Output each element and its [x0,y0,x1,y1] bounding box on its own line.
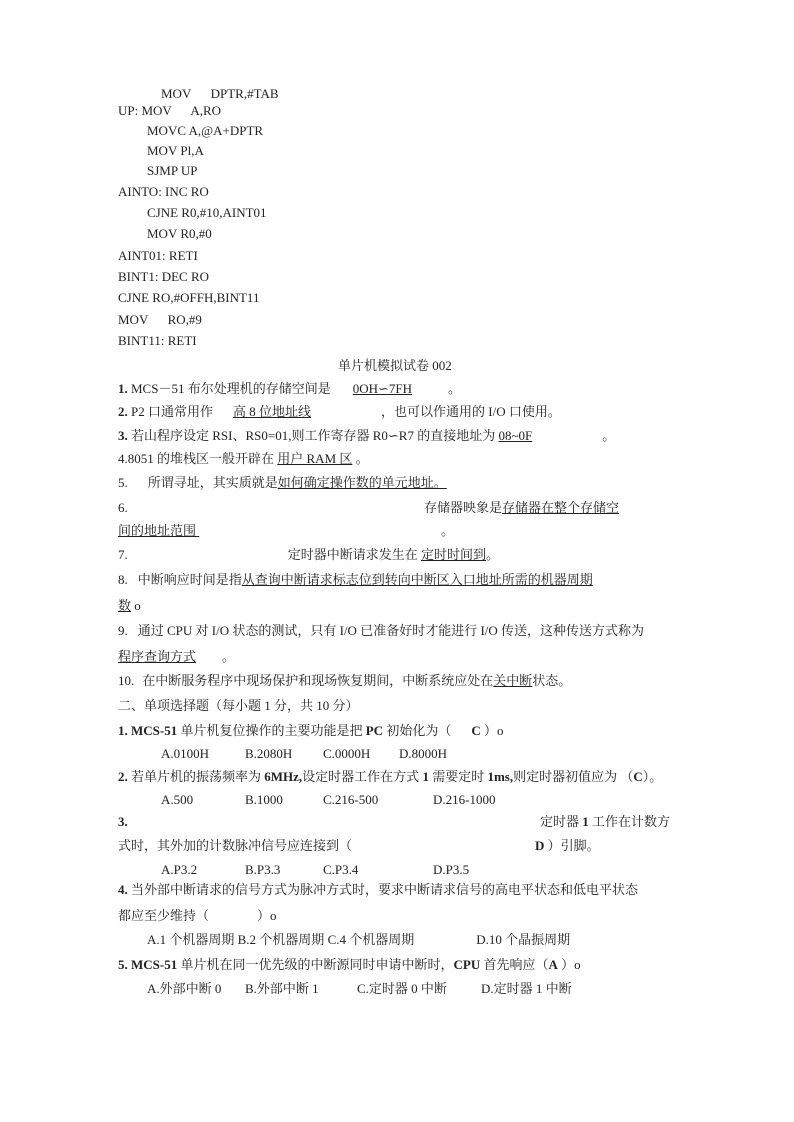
question-8: 8. 中断响应时间是指从查询中断请求标志位到转向中断区入口地址所需的机器周期 [118,572,593,587]
question-4: 4.8051 的堆栈区一般开辟在 用户 RAM 区 。 [118,451,369,466]
question-2: 2. P2 口通常用作 高 8 位地址线 ，也可以作通用的 I/O 口使用。 [118,404,561,419]
code-line: BINT11: RETI [118,333,197,348]
section-heading: 二、单项选择题（每小题 1 分，共 10 分） [118,698,359,713]
mc-question-2: 2. 若单片机的振荡频率为 6MHz,设定时器工作在方式 1 需要定时 1ms,则定时器初值应为 （C）。 [118,769,663,784]
code-line: MOV R0,#0 [147,226,212,241]
mc-options-5: A.外部中断 0 B.外部中断 1 C.定时器 0 中断 D.定时器 1 中断 [147,981,572,996]
mc-question-4-cont: 都应至少维持（ ）o [118,908,277,923]
code-line: MOV Pl,A [147,143,204,158]
code-line: MOVC A,@A+DPTR [147,123,264,138]
question-5: 5. 所谓寻址，其实质就是如何确定操作数的单元地址。 [118,475,447,490]
mc-question-3-number: 3. [118,814,128,829]
question-1: 1. MCS－51 布尔处理机的存储空间是 0OH∽7FH 。 [118,381,462,396]
code-line: CJNE RO,#OFFH,BINT11 [118,290,260,305]
mc-options-4: A.1 个机器周期 B.2 个机器周期 C.4 个机器周期 D.10 个晶振周期 [147,932,571,947]
code-line: UP: MOV A,RO [118,103,222,118]
question-9-cont: 程序查询方式 。 [118,649,236,664]
code-line: CJNE R0,#10,AINT01 [147,205,267,220]
question-3: 3. 若山程序设定 RSI、RS0=01,则工作寄存器 R0∽R7 的直接地址为 08~0F 。 [118,428,616,443]
question-6-text: 存储器映象是存储器在整个存储空 [424,500,620,515]
mc-question-4: 4. 当外部中断请求的信号方式为脉冲方式时，要求中断请求信号的高电平状态和低电平状态 [118,882,639,897]
mc-question-3: 定时器 1 工作在计数方 [540,814,671,829]
exam-title: 单片机模拟试卷 002 [338,358,452,373]
mc-question-3-cont: 式时，其外加的计数脉冲信号应连接到（ [118,838,353,853]
mc-options-2: A.500 B.1000 C.216-500 D.216-1000 [161,792,496,807]
question-6-cont: 间的地址范围 。 [118,523,455,538]
code-line: MOV DPTR,#TAB [161,86,279,101]
mc-question-1: 1. MCS-51 单片机复位操作的主要功能是把 PC 初始化为（ C ）o [118,723,504,738]
code-line: MOV RO,#9 [118,312,202,327]
code-line: AINT01: RETI [118,248,198,263]
question-8-cont: 数 o [118,598,141,613]
question-7: 7. 定时器中断请求发生在 定时时间到。 [118,547,500,562]
mc-options-1: A.0100H B.2080H C.0000H D.8000H [161,746,448,761]
code-line: BINT1: DEC RO [118,269,209,284]
question-9: 9. 通过 CPU 对 I/O 状态的测试，只有 I/O 已准备好时才能进行 I/O 传送，这种传送方式称为 [118,623,645,638]
question-6: 6. [118,500,128,515]
mc-question-5: 5. MCS-51 单片机在同一优先级的中断源同时申请中断时，CPU 首先响应（A ）o [118,957,581,972]
code-line: SJMP UP [147,163,198,178]
mc-answer-3: D ）引脚。 [535,838,600,853]
code-line: AINTO: INC RO [118,184,209,199]
question-10: 10. 在中断服务程序中现场保护和现场恢复期间，中断系统应处在关中断状态。 [118,673,572,688]
mc-options-3: A.P3.2 B.P3.3 C.P3.4 D.P3.5 [161,862,470,877]
